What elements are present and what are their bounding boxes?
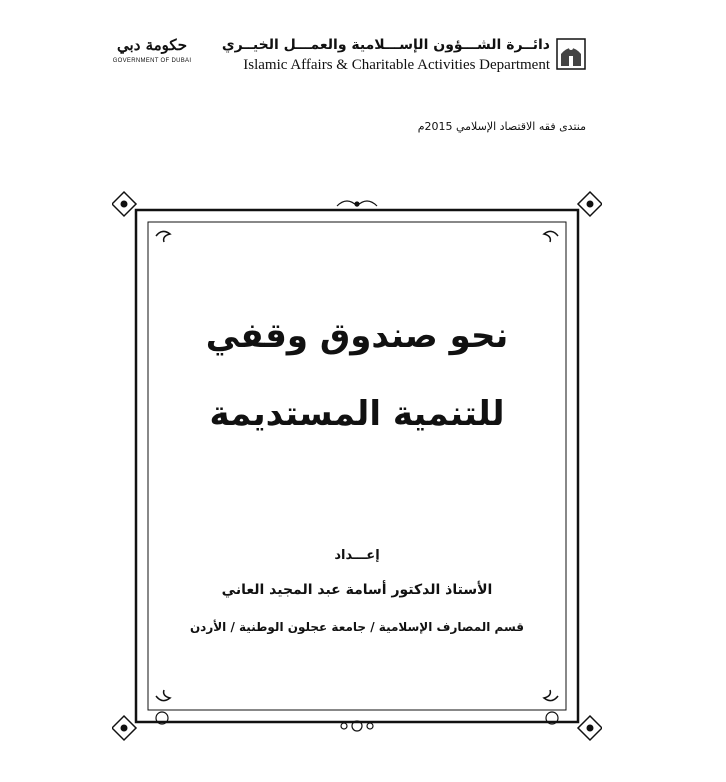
department-name-english: Islamic Affairs & Charitable Activities Department xyxy=(243,57,550,73)
frame-corner-ornament xyxy=(112,192,602,740)
page-header xyxy=(0,30,726,80)
title-line-2: للتنمية المستديمة xyxy=(209,394,505,434)
title-line-1: نحو صندوق وقفي xyxy=(205,316,509,356)
conference-label: منتدى فقه الاقتصاد الإسلامي 2015م xyxy=(417,120,586,133)
dubai-logo-script: حكومة دبي xyxy=(117,36,187,54)
government-of-dubai-logo xyxy=(112,34,192,74)
frame-top-ornament xyxy=(337,201,377,206)
ornamental-frame xyxy=(112,186,602,746)
mosque-emblem-icon xyxy=(556,38,586,70)
department-name xyxy=(222,36,550,74)
author-name: الأستاذ الدكتور أسامة عبد المجيد العاني xyxy=(221,582,493,598)
author-affiliation: قسم المصارف الإسلامية / جامعة عجلون الوطنية / الأردن xyxy=(189,620,525,634)
dubai-logo-caption: GOVERNMENT OF DUBAI xyxy=(112,58,192,64)
department-name-arabic: دائــرة الشـــؤون الإســـلامية والعمـــل الخيــري xyxy=(221,37,550,53)
prepared-by-label: إعـــداد xyxy=(334,548,380,563)
